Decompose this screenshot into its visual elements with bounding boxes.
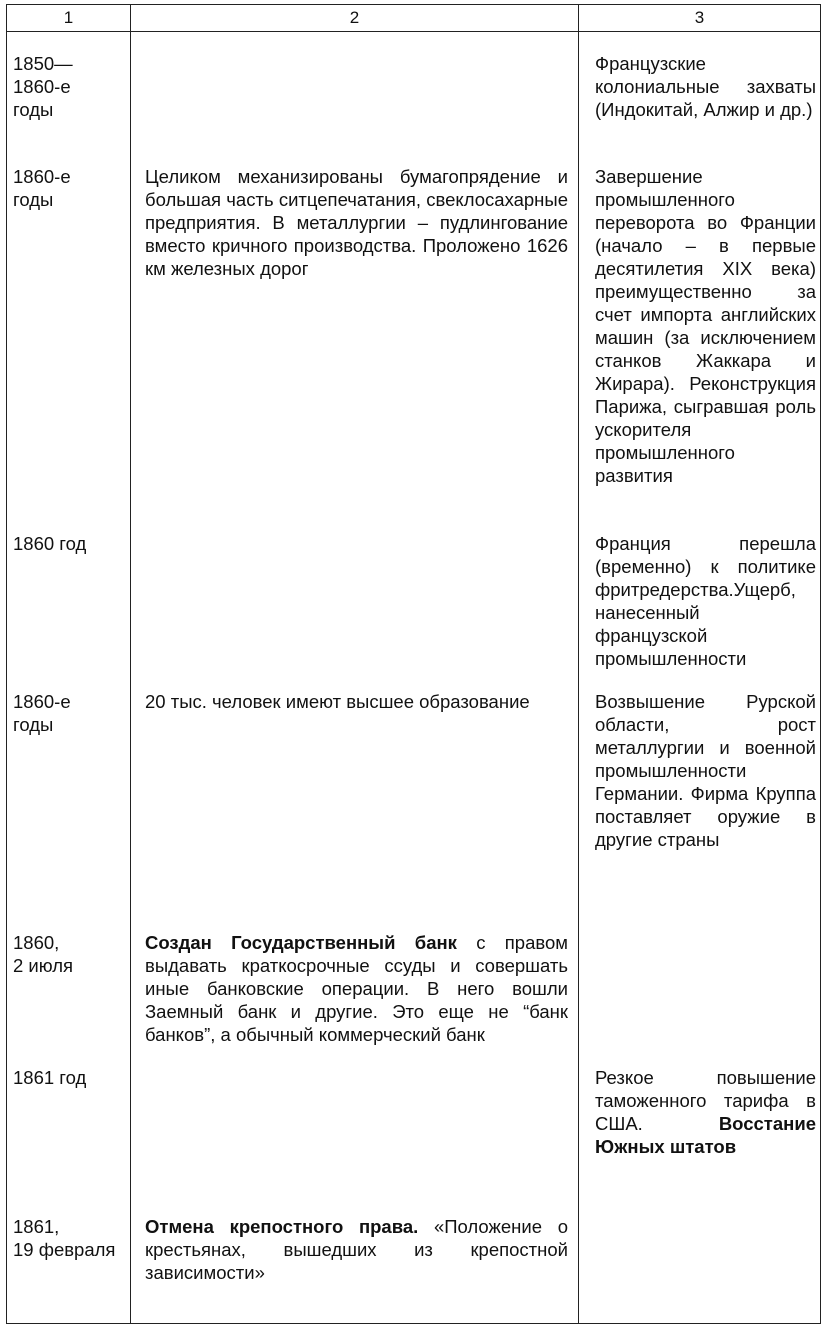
date-line: годы [13,188,54,210]
date-cell [7,512,131,670]
event-russia-cell [131,1046,579,1195]
table-row [7,512,821,670]
event-russia-cell [131,145,579,512]
date-line: 1860-е [13,165,71,187]
text-segment: 20 тыс. человек имеют высшее образование [145,690,530,712]
column-header-1: 1 [7,5,131,32]
date-line: 1860-е [13,76,71,97]
date-text [7,32,130,121]
bold-text-segment: Отмена крепостного права. [145,1215,419,1237]
date-text [7,911,130,977]
date-line: 1861 год [13,1066,87,1088]
event-world-text [579,145,820,487]
date-text [7,1195,130,1261]
event-russia-cell [131,512,579,670]
event-world-text [579,911,820,931]
event-russia-cell [131,670,579,911]
table-row [7,1046,821,1195]
text-segment: Возвышение Рурской области, рост металлургии и военной промышленности Германии. Фирма Круппа поставляет оружие в другие страны [595,690,816,850]
date-line: 1850— [13,53,73,74]
bold-text-segment: Создан Государственный банк [145,931,457,953]
event-world-text [579,1195,820,1215]
column-header-2: 2 [131,5,579,32]
date-text [7,670,130,736]
date-line: годы [13,713,54,735]
column-header-3: 3 [579,5,821,32]
table-row [7,1195,821,1324]
text-segment: с правом выдавать краткосрочные ссуды и совершать иные банковские операции. В него вошли Заемный банк и другие. Это еще не “банк банков”, а обычный коммерческий банк [145,931,568,1045]
date-text [7,145,130,211]
event-russia-text [131,1046,578,1066]
date-cell [7,1195,131,1324]
date-line: 2 июля [13,954,74,976]
event-world-text [579,1046,820,1158]
date-cell [7,670,131,911]
event-world-cell [579,911,821,1046]
text-segment: Резкое повышение таможенного тарифа в США. [595,1066,816,1134]
date-line: годы [13,99,54,120]
event-world-cell [579,1046,821,1195]
text-segment: «Положение о крестьянах, вышедших из крепостной зависимости» [145,1215,568,1283]
date-text [7,1046,130,1089]
event-russia-text [131,1195,578,1284]
table-body [7,32,821,1324]
event-world-text [579,512,820,670]
text-segment: Целиком механизированы бумагопрядение и большая часть ситцепечатания, свеклосахарные предприятия. В металлургии – пудлингование вместо кричного производства. Проложено 1626 км железных дорог [145,165,568,279]
table-row [7,670,821,911]
date-cell [7,145,131,512]
text-segment: Французские колониальные захваты (Индокитай, Алжир и др.) [595,53,816,120]
event-world-cell [579,670,821,911]
date-line: 1860 год [13,532,87,554]
date-line: 1860, [13,931,60,953]
event-russia-cell [131,1195,579,1324]
event-russia-text [131,670,578,713]
text-segment: Франция перешла (временно) к политике фритредерства.Ущерб, нанесенный французской промышленности [595,532,816,669]
date-cell [7,911,131,1046]
date-line: 1861, [13,1215,60,1237]
table-row [7,911,821,1046]
event-russia-text [131,911,578,1046]
event-world-text [579,32,820,121]
event-russia-cell [131,911,579,1046]
header-row [7,5,821,32]
table-row [7,32,821,145]
date-cell [7,32,131,145]
date-text [7,512,130,555]
date-line: 19 февраля [13,1238,116,1260]
event-russia-cell [131,32,579,145]
chronology-table [6,4,821,1324]
bold-text-segment: Восстание Южных штатов [595,1112,816,1157]
event-russia-text [131,32,578,52]
event-world-cell [579,145,821,512]
table-row [7,145,821,512]
event-world-cell [579,512,821,670]
event-world-cell [579,1195,821,1324]
event-world-text [579,670,820,851]
event-world-cell [579,32,821,145]
date-line: 1860-е [13,690,71,712]
date-cell [7,1046,131,1195]
event-russia-text [131,512,578,532]
event-russia-text [131,145,578,280]
text-segment: Завершение промышленного переворота во Франции (начало – в первые десятилетия XIX века) преимущественно за счет импорта английских машин (за исключением станков Жаккара и Жирара). Реконструкция Парижа, сыгравшая роль ускорителя промышленного развития [595,165,816,486]
